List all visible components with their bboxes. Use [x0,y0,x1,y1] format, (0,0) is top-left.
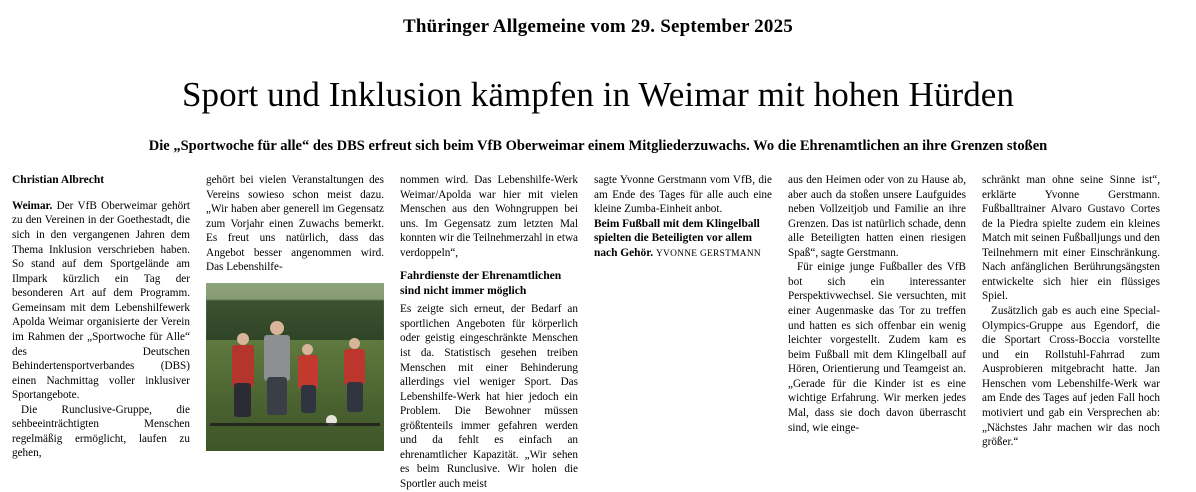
article-columns [8,173,1188,492]
column-4 [594,173,772,492]
photo-person-child-center [298,355,318,389]
paragraph: nommen wird. Das Lebenshilfe-Werk Weimar/Apolda war hier mit vielen Menschen aus den Wohngruppen bei uns. Im Gegensatz zum letzten Mal konnten wir die Teilnehmerzahl in etwa verdoppeln“, [400,173,578,259]
lead-city: Weimar. [12,199,53,212]
column-6 [982,173,1160,492]
photo-person-adult-red [232,345,254,387]
paragraph: aus den Heimen oder von zu Hause ab, aber auch da stoßen unsere Laufguides neben Vollzeitjob und Familie an ihre Grenzen. Das ist natürlich schade, denn alle Beteiligten hatten einen riesigen Spaß“, sagte Gerstmann. [788,173,966,259]
photo-person-child-right-legs [347,382,363,412]
paragraph: sagte Yvonne Gerstmann vom VfB, die am Ende des Tages für alle auch eine kleine Zumba-Einheit anbot. [594,173,772,216]
paragraph-text: Der VfB Oberweimar gehört zu den Vereinen in der Goethestadt, die sich in den vergangenen Jahren dem Thema Inklusion verschrieben haben. So stand auf dem Sportgelände am Ilmpark kürzlich ein Tag der besonderen Art auf dem Programm. Gemeinsam mit dem Lebenshilfewerk Apolda Weimar organisierte der Verein im Rahmen der „Sportwoche für Alle“ des Deutschen Behindertensportverbandes (DBS) einen Nachmittag voller inklusiver Sportangebote. [12,199,190,402]
masthead-title: Thüringer Allgemeine vom 29. September 2025 [403,16,793,37]
photo-person-child-right [344,349,365,385]
photo-goal [210,423,380,445]
photo-credit: YVONNE GERSTMANN [655,248,761,259]
photo-person-adult-grey [264,335,290,381]
photo-person-adult-red-legs [234,383,251,417]
photo-soccer-inclusion [206,283,384,451]
column-3 [400,173,578,492]
paragraph: gehört bei vielen Veranstaltungen des Vereins sowieso schon meist dazu. „Wir haben aber generell im Gegensatz zum Vorjahr einen Zuwachs bemerkt. Es freut uns natürlich, dass das Angebot besser angenommen wird. Das Lebenshilfe- [206,173,384,274]
paragraph: Es zeigte sich erneut, der Bedarf an sportlichen Angeboten für körperlich oder geistig eingeschränkte Menschen ist da. Statistisch gesehen treiben Menschen mit einer Behinderung allerdings viel weniger Sport. Das Lebenshilfe-Werk hat hier jedoch ein Problem. Die Bewohner müssen größtenteils immer gefahren werden und da fehlt es einfach an ehrenamtlicher Kapazität. „Wir sehen es beim Runclusive. Wir holen die Sportler auch meist [400,303,578,491]
paragraph: Die Runclusive-Gruppe, die sehbeeinträchtigten Menschen regelmäßig ermöglicht, laufen zu gehen, [12,403,190,460]
paragraph: Für einige junge Fußballer des VfB bot sich ein interessanter Perspektivwechsel. Sie versuchten, mit einer Augenmaske das Tor zu treffen und hatten es sich offenbar ein wenig leichter vorgestellt. Zudem kam es beim Fußball mit dem Klingelball auf Hören, Orientierung und Teamgeist an. „Gerade für die Kinder ist es eine wichtige Erfahrung. Wir merken jedes Mal, dass sie doch davon überrascht sind, wie einge- [788,261,966,434]
paragraph: schränkt man ohne seine Sinne ist“, erklärte Yvonne Gerstmann. Fußballtrainer Alvaro Gustavo Cortes de la Piedra spielte zudem ein kleines Match mit seinen Fußballjungs und den Teilnehmern mit einer Einschränkung. Nach anfänglichen Berührungsängsten entwickelte sich hier ein flüssiges Spiel. [982,173,1160,303]
photo-person-adult-red-head [237,333,249,345]
section-subheading: Fahrdienste der Ehrenamtlichen sind nicht immer möglich [400,269,562,297]
photo-person-adult-grey-head [270,321,284,335]
photo-treeline [206,300,384,344]
photo-person-adult-grey-legs [267,377,287,415]
photo-person-child-center-head [302,344,313,355]
article-photo [206,283,384,451]
photo-person-child-right-head [349,338,360,349]
photo-caption [594,217,772,261]
page-title: Sport und Inklusion kämpfen in Weimar mit hohen Hürden [181,75,1015,114]
paragraph [12,199,190,403]
photo-person-child-center-legs [301,385,316,413]
column-1 [12,173,190,492]
subheadline: Die „Sportwoche für alle“ des DBS erfreut sich beim VfB Oberweimar einem Mitgliederzuwachs. Wo die Ehrenamtlichen an ihre Grenzen stoßen [148,137,1048,154]
paragraph: Zusätzlich gab es auch eine Special-Olympics-Gruppe aus Egendorf, die die Sportart Cross-Boccia vorstellte und ein Rollstuhl-Fahrrad zum Ausprobieren mitgebracht hatte. Jan Henschen vom Lebenshilfe-Werk war am Ende des Tages auf jeden Fall hoch motiviert und gab ein Versprechen ab: „Nächstes Jahr machen wir das noch größer.“ [982,305,1160,449]
byline: Christian Albrecht [12,173,105,186]
column-2 [206,173,384,492]
photo-caption-text: Beim Fußball mit dem Klingelball spielten die Beteiligten vor allem nach Gehör. [594,217,760,259]
column-5 [788,173,966,492]
